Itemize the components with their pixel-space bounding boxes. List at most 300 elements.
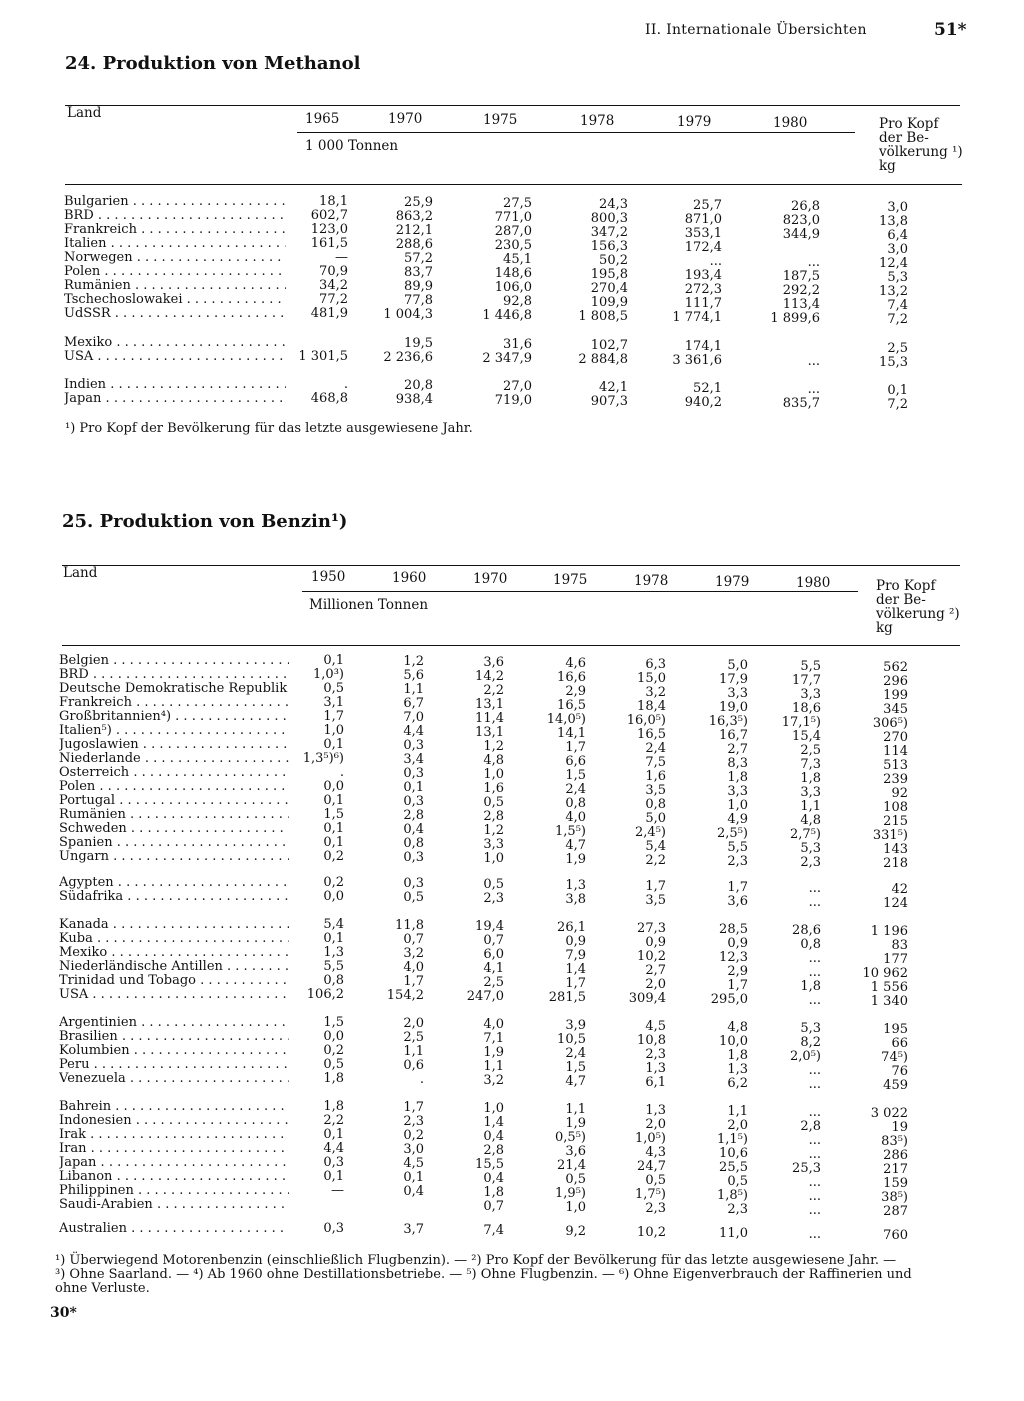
- table-25-cell: 15,5: [475, 1157, 504, 1172]
- table-25-cell: 0,1: [323, 653, 344, 668]
- table-24-cell: 212,1: [395, 223, 433, 238]
- table-25-country: Indonesien . . .: [59, 1114, 289, 1127]
- table-25-cell: 3,3: [800, 687, 821, 702]
- table-25-country: Irak . . .: [59, 1128, 289, 1141]
- table-25-cell: 13,1: [475, 697, 504, 712]
- table-25-cell: 3,9: [565, 1018, 586, 1033]
- table-25-cell: 1,8: [727, 770, 748, 785]
- table-25-cell: 1,5: [323, 1015, 344, 1030]
- table-25-cell: 1,1: [403, 1044, 424, 1059]
- table-24-top-rule: [65, 105, 960, 106]
- table-25-cell: 7,0: [403, 710, 424, 725]
- table-25-cell: 16,7: [719, 728, 748, 743]
- table-25-cell: 1,7: [727, 978, 748, 993]
- table-24-cell: ...: [807, 255, 820, 270]
- table-25-cell: 17,1⁵): [781, 715, 821, 730]
- table-25-cell: 19: [891, 1120, 908, 1135]
- table-25-cell: 1,2: [483, 739, 504, 754]
- table-25-cell: 2,0⁵): [790, 1049, 821, 1064]
- table-25-country: Kanada . . .: [59, 918, 289, 931]
- table-25-cell: 66: [891, 1036, 908, 1051]
- table-24-country: Rumänien . . .: [64, 279, 286, 292]
- table-25-year-1979: 1979: [715, 574, 750, 590]
- table-25-cell: 1,7: [645, 879, 666, 894]
- table-25-cell: 247,0: [466, 989, 504, 1004]
- table-25-cell: 124: [883, 896, 908, 911]
- table-25-cell: 309,4: [628, 991, 666, 1006]
- table-24-country: Polen . . .: [64, 265, 286, 278]
- table-25-cell: 4,4: [403, 724, 424, 739]
- table-25-country: Saudi-Arabien . . .: [59, 1198, 289, 1211]
- table-25-cell: 1,1: [727, 1104, 748, 1119]
- table-24-cell: 800,3: [590, 211, 628, 226]
- table-24-cell: 907,3: [590, 394, 628, 409]
- table-25-country: Argentinien . . .: [59, 1016, 289, 1029]
- table-25-cell: 4,6: [565, 656, 586, 671]
- table-25-cell: 1,3: [565, 878, 586, 893]
- table-24-cell: 187,5: [782, 269, 820, 284]
- table-25-cell: ...: [808, 1203, 821, 1218]
- table-25-cell: ...: [808, 1077, 821, 1092]
- table-25-cell: 106,2: [306, 987, 344, 1002]
- table-25-prokopf-header: Pro Kopf der Be- völkerung ²) kg: [876, 578, 960, 636]
- table-25-cell: ...: [808, 1133, 821, 1148]
- table-25-cell: 2,5⁵): [717, 826, 748, 841]
- table-25-cell: 1,7: [565, 976, 586, 991]
- table-25-country: Venezuela . . .: [59, 1072, 289, 1085]
- table-25-cell: 0,1: [403, 780, 424, 795]
- table-25-cell: 1,0: [483, 1101, 504, 1116]
- table-25-cell: 27,3: [637, 921, 666, 936]
- table-25-cell: 10,0: [719, 1034, 748, 1049]
- table-24-cell: 161,5: [310, 236, 348, 251]
- table-24-cell: 20,8: [404, 378, 433, 393]
- table-25-cell: 1,8: [800, 979, 821, 994]
- table-25-cell: 199: [883, 688, 908, 703]
- table-25-cell: .: [339, 765, 344, 780]
- table-24-footnote: ¹) Pro Kopf der Bevölkerung für das letzte ausgewiesene Jahr.: [65, 421, 473, 436]
- table-25-cell: 1,8: [323, 1071, 344, 1086]
- table-24-cell: 230,5: [494, 238, 532, 253]
- table-25-cell: 1,2: [403, 654, 424, 669]
- table-25-year-1980: 1980: [796, 575, 831, 591]
- table-25-cell: 1,8: [727, 1048, 748, 1063]
- table-24-cell: 172,4: [684, 240, 722, 255]
- table-25-cell: 10,5: [557, 1032, 586, 1047]
- table-25-country: Peru . . .: [59, 1058, 289, 1071]
- table-25-cell: 287: [883, 1204, 908, 1219]
- table-24-cell: 353,1: [684, 226, 722, 241]
- table-24-country: Indien . . .: [64, 378, 286, 391]
- table-24-country: Italien . . .: [64, 237, 286, 250]
- table-24-cell: 45,1: [503, 252, 532, 267]
- table-24-cell: 13,8: [879, 214, 908, 229]
- table-25-cell: 154,2: [386, 988, 424, 1003]
- table-25-country: Spanien . . .: [59, 836, 289, 849]
- table-25-cell: 19,0: [719, 700, 748, 715]
- table-25-cell: 12,3: [719, 950, 748, 965]
- table-25-cell: 42: [891, 882, 908, 897]
- table-25-cell: 195: [883, 1022, 908, 1037]
- table-25-cell: 1,0: [323, 723, 344, 738]
- table-25-country: Italien⁵) . . .: [59, 724, 289, 737]
- table-24-country: UdSSR . . .: [64, 307, 286, 320]
- table-24-cell: —: [335, 250, 348, 265]
- table-25-cell: ...: [808, 1189, 821, 1204]
- table-24-cell: 2 236,6: [383, 350, 433, 365]
- table-25-cell: 7,5: [645, 755, 666, 770]
- table-25-cell: 3,0: [403, 1142, 424, 1157]
- table-25-country: Kuba . . .: [59, 932, 289, 945]
- table-24-cell: .: [343, 377, 348, 392]
- table-25-cell: 143: [883, 842, 908, 857]
- table-25-cell: 1,7: [403, 974, 424, 989]
- table-24-year-1980: 1980: [773, 115, 808, 131]
- table-25-cell: 0,5: [483, 795, 504, 810]
- table-24-cell: 270,4: [590, 281, 628, 296]
- table-25-cell: 1,8: [323, 1099, 344, 1114]
- table-25-cell: 7,4: [483, 1223, 504, 1238]
- page-footer-mark: 30*: [50, 1305, 77, 1321]
- table-25-cell: 0,7: [483, 933, 504, 948]
- table-25-cell: 2,3: [645, 1201, 666, 1216]
- table-25-country: Ägypten . . .: [59, 876, 289, 889]
- table-24-country: Frankreich . . .: [64, 223, 286, 236]
- table-24-cell: 34,2: [319, 278, 348, 293]
- table-25-cell: 10,6: [719, 1146, 748, 1161]
- table-25-cell: 14,2: [475, 669, 504, 684]
- table-25-cell: 4,0: [403, 960, 424, 975]
- table-25-cell: 0,5: [645, 1173, 666, 1188]
- table-25-cell: 0,8: [800, 937, 821, 952]
- table-25-cell: 3,7: [403, 1222, 424, 1237]
- table-24-cell: ...: [807, 382, 820, 397]
- table-25-cell: 1,3: [323, 945, 344, 960]
- table-25-cell: 2,7: [645, 963, 666, 978]
- table-25-country: Japan . . .: [59, 1156, 289, 1169]
- table-24-cell: 52,1: [693, 381, 722, 396]
- table-24-cell: 123,0: [310, 222, 348, 237]
- table-25-cell: 0,5⁵): [555, 1130, 586, 1145]
- table-25-cell: 0,5: [565, 1172, 586, 1187]
- table-25-cell: 4,8: [727, 1020, 748, 1035]
- table-25-cell: 25,5: [719, 1160, 748, 1175]
- table-25-cell: 16,5: [637, 727, 666, 742]
- table-25-cell: 0,0: [323, 779, 344, 794]
- table-24-cell: 25,9: [404, 195, 433, 210]
- table-24-prokopf-header: Pro Kopf der Be- völkerung ¹) kg: [879, 116, 963, 174]
- table-25-cell: 4,1: [483, 961, 504, 976]
- table-24-unit: 1 000 Tonnen: [305, 138, 399, 154]
- table-25-cell: 760: [883, 1228, 908, 1243]
- table-25-cell: 4,0: [565, 810, 586, 825]
- table-25-cell: 215: [883, 814, 908, 829]
- table-25-cell: 28,5: [719, 922, 748, 937]
- table-25-cell: 24,7: [637, 1159, 666, 1174]
- table-25-cell: 3,3: [483, 837, 504, 852]
- table-25-cell: 0,1: [323, 1169, 344, 1184]
- table-24-cell: 24,3: [599, 197, 628, 212]
- table-25-country: USA . . .: [59, 988, 289, 1001]
- table-25-cell: 218: [883, 856, 908, 871]
- table-25-cell: 1,3⁵)⁶): [302, 751, 344, 766]
- table-24-country: Tschechoslowakei . . .: [64, 293, 286, 306]
- table-25-cell: 3,5: [645, 783, 666, 798]
- table-25-cell: 3,2: [403, 946, 424, 961]
- table-25-cell: 1,0⁵): [635, 1131, 666, 1146]
- table-24-cell: 25,7: [693, 198, 722, 213]
- table-24-cell: 347,2: [590, 225, 628, 240]
- table-25-cell: 0,9: [565, 934, 586, 949]
- table-25-cell: 2,4: [645, 741, 666, 756]
- table-25-cell: 4,7: [565, 838, 586, 853]
- table-25-cell: 4,5: [403, 1156, 424, 1171]
- table-25-cell: 2,8: [403, 808, 424, 823]
- table-25-cell: 3,3: [727, 686, 748, 701]
- table-25-cell: 2,3: [800, 855, 821, 870]
- table-25-cell: 3,4: [403, 752, 424, 767]
- table-25-cell: 1,1: [483, 1059, 504, 1074]
- table-25-cell: 8,2: [800, 1035, 821, 1050]
- table-25-cell: 0,0: [323, 889, 344, 904]
- table-25-cell: 10,2: [637, 949, 666, 964]
- table-25-title: 25. Produktion von Benzin¹): [62, 511, 348, 532]
- table-25-cell: 18,6: [792, 701, 821, 716]
- table-25-cell: 3,3: [727, 784, 748, 799]
- table-24-cell: 7,2: [887, 312, 908, 327]
- table-24-cell: 292,2: [782, 283, 820, 298]
- table-24-cell: 12,4: [879, 256, 908, 271]
- table-25-cell: 108: [883, 800, 908, 815]
- table-24-cell: 77,8: [404, 293, 433, 308]
- table-25-cell: 513: [883, 758, 908, 773]
- table-25-cell: 7,3: [800, 757, 821, 772]
- table-25-country: Großbritannien⁴) . . .: [59, 710, 289, 723]
- table-25-cell: 13,1: [475, 725, 504, 740]
- table-24-cell: 272,3: [684, 282, 722, 297]
- table-25-cell: 0,3: [323, 1221, 344, 1236]
- table-24-cell: 863,2: [395, 209, 433, 224]
- table-25-year-rule: [302, 591, 858, 592]
- table-25-cell: 4,9: [727, 812, 748, 827]
- table-25-cell: 38⁵): [881, 1190, 908, 1205]
- table-25-cell: 0,5: [483, 877, 504, 892]
- table-25-cell: 0,7: [403, 932, 424, 947]
- table-25-cell: 0,1: [323, 931, 344, 946]
- table-25-cell: 270: [883, 730, 908, 745]
- table-24-cell: 1 899,6: [770, 311, 820, 326]
- table-25-cell: 1,1: [565, 1102, 586, 1117]
- table-24-cell: 3,0: [887, 242, 908, 257]
- table-25-country: Trinidad und Tobago . . .: [59, 974, 289, 987]
- table-24-cell: 18,1: [319, 194, 348, 209]
- table-24-cell: 481,9: [310, 306, 348, 321]
- table-25-cell: 3 022: [870, 1106, 908, 1121]
- table-24-cell: 344,9: [782, 227, 820, 242]
- table-25-cell: 1 340: [870, 994, 908, 1009]
- table-24-header-bottom-rule: [65, 184, 962, 185]
- table-25-cell: 217: [883, 1162, 908, 1177]
- table-24-cell: 27,5: [503, 196, 532, 211]
- table-25-cell: 16,6: [557, 670, 586, 685]
- table-25-cell: 6,6: [565, 754, 586, 769]
- table-24-cell: 1 004,3: [383, 307, 433, 322]
- table-25-cell: 92: [891, 786, 908, 801]
- table-25-cell: 1,8⁵): [717, 1188, 748, 1203]
- table-25-cell: 0,1: [323, 1127, 344, 1142]
- table-24-country: USA . . .: [64, 350, 286, 363]
- table-24-cell: 174,1: [684, 339, 722, 354]
- table-25-cell: 2,2: [323, 1113, 344, 1128]
- table-25-cell: 1,6: [483, 781, 504, 796]
- table-24-cell: 106,0: [494, 280, 532, 295]
- table-25-cell: 4,8: [483, 753, 504, 768]
- table-25-cell: 5,4: [323, 917, 344, 932]
- table-24-cell: 2 347,9: [482, 351, 532, 366]
- table-25-cell: 114: [883, 744, 908, 759]
- table-25-cell: 83: [891, 938, 908, 953]
- table-25-cell: 2,3: [727, 854, 748, 869]
- table-25-year-1970: 1970: [473, 571, 508, 587]
- table-24-cell: 50,2: [599, 253, 628, 268]
- table-25-cell: 0,1: [323, 835, 344, 850]
- table-25-cell: 3,8: [565, 892, 586, 907]
- table-25-cell: 1 196: [870, 924, 908, 939]
- table-25-cell: 11,4: [475, 711, 504, 726]
- table-25-cell: 0,3: [403, 738, 424, 753]
- table-24-cell: 70,9: [319, 264, 348, 279]
- table-25-header-bottom-rule: [62, 645, 960, 646]
- table-24-cell: 871,0: [684, 212, 722, 227]
- table-24-cell: 1 301,5: [298, 349, 348, 364]
- table-24-cell: 719,0: [494, 393, 532, 408]
- table-25-cell: 17,7: [792, 673, 821, 688]
- table-25-cell: 5,0: [727, 658, 748, 673]
- table-25-cell: 2,3: [483, 891, 504, 906]
- table-25-cell: 2,4: [565, 1046, 586, 1061]
- table-25-country: Südafrika . . .: [59, 890, 289, 903]
- table-24-cell: 31,6: [503, 337, 532, 352]
- table-25-cell: ...: [808, 895, 821, 910]
- table-25-cell: 5,4: [645, 839, 666, 854]
- table-25-country: Australien . . .: [59, 1222, 289, 1235]
- table-25-country: Ungarn . . .: [59, 850, 289, 863]
- table-25-country: Bahrein . . .: [59, 1100, 289, 1113]
- table-24-cell: 7,4: [887, 298, 908, 313]
- table-25-cell: 6,3: [645, 657, 666, 672]
- table-25-cell: 4,5: [645, 1019, 666, 1034]
- table-25-cell: 1,8: [800, 771, 821, 786]
- table-25-cell: 0,4: [403, 822, 424, 837]
- table-25-cell: 0,2: [323, 1043, 344, 1058]
- table-25-cell: 0,5: [323, 681, 344, 696]
- table-25-cell: 4,7: [565, 1074, 586, 1089]
- table-25-cell: 17,9: [719, 672, 748, 687]
- table-25-cell: 177: [883, 952, 908, 967]
- table-25-cell: 159: [883, 1176, 908, 1191]
- table-24-cell: 938,4: [395, 392, 433, 407]
- table-25-country: Schweden . . .: [59, 822, 289, 835]
- table-25-year-1950: 1950: [311, 569, 346, 585]
- table-25-cell: 0,1: [323, 793, 344, 808]
- table-24-cell: 19,5: [404, 336, 433, 351]
- table-25-cell: 2,3: [403, 1114, 424, 1129]
- table-25-cell: ...: [808, 965, 821, 980]
- table-25-cell: 15,4: [792, 729, 821, 744]
- table-25-country: BRD . . .: [59, 668, 289, 681]
- table-25-cell: ...: [808, 1105, 821, 1120]
- table-25-cell: 306⁵): [872, 716, 908, 731]
- table-25-cell: 1,0: [483, 767, 504, 782]
- table-24-cell: 835,7: [782, 396, 820, 411]
- table-24-cell: ...: [709, 254, 722, 269]
- table-25-cell: 2,8: [483, 809, 504, 824]
- table-25-cell: 0,1: [403, 1170, 424, 1185]
- table-25-cell: 286: [883, 1148, 908, 1163]
- table-25-cell: 0,9: [645, 935, 666, 950]
- table-25-cell: 0,5: [403, 890, 424, 905]
- table-25-cell: 2,2: [483, 683, 504, 698]
- table-25-country: Belgien . . .: [59, 654, 289, 667]
- table-25-cell: 331⁵): [872, 828, 908, 843]
- table-25-cell: 5,0: [645, 811, 666, 826]
- table-25-cell: 0,4: [483, 1129, 504, 1144]
- table-24-cell: 156,3: [590, 239, 628, 254]
- table-25-cell: 11,0: [719, 1226, 748, 1241]
- table-25-cell: 3,2: [483, 1073, 504, 1088]
- table-24-country: Norwegen . . .: [64, 251, 286, 264]
- table-25-cell: 4,8: [800, 813, 821, 828]
- table-24-cell: ...: [807, 354, 820, 369]
- table-24-cell: 6,4: [887, 228, 908, 243]
- table-25-cell: 1,0: [565, 1200, 586, 1215]
- table-25-cell: 16,0⁵): [626, 713, 666, 728]
- table-25-cell: 3,1: [323, 695, 344, 710]
- table-25-cell: 2,7⁵): [790, 827, 821, 842]
- table-25-cell: 0,1: [323, 821, 344, 836]
- table-25-cell: 0,3: [403, 766, 424, 781]
- table-25-cell: 21,4: [557, 1158, 586, 1173]
- table-25-cell: 15,0: [637, 671, 666, 686]
- table-24-cell: 89,9: [404, 279, 433, 294]
- table-25-cell: 4,0: [483, 1017, 504, 1032]
- table-25-cell: 6,0: [483, 947, 504, 962]
- table-24-land-header: Land: [67, 105, 102, 121]
- table-24-year-1975: 1975: [483, 112, 518, 128]
- table-25-cell: 7,1: [483, 1031, 504, 1046]
- table-24-cell: 2,5: [887, 341, 908, 356]
- table-25-cell: 2,0: [727, 1118, 748, 1133]
- table-25-cell: 0,3: [403, 876, 424, 891]
- table-24-year-1979: 1979: [677, 114, 712, 130]
- table-25-cell: 1,9⁵): [555, 1186, 586, 1201]
- table-25-cell: 1,3: [727, 1062, 748, 1077]
- table-24-cell: 15,3: [879, 355, 908, 370]
- table-25-cell: 281,5: [548, 990, 586, 1005]
- table-24-cell: 771,0: [494, 210, 532, 225]
- table-25-cell: 10,2: [637, 1225, 666, 1240]
- table-25-cell: 0,1: [323, 737, 344, 752]
- table-24-year-1965: 1965: [305, 111, 340, 127]
- table-25-cell: 1,4: [483, 1115, 504, 1130]
- table-25-cell: 1,4: [565, 962, 586, 977]
- table-24-cell: 2 884,8: [578, 352, 628, 367]
- table-24-cell: 0,1: [887, 383, 908, 398]
- page-number: 51*: [934, 20, 967, 40]
- table-25-cell: 3,6: [483, 655, 504, 670]
- table-25-cell: ...: [808, 881, 821, 896]
- table-25-cell: 1,7: [323, 709, 344, 724]
